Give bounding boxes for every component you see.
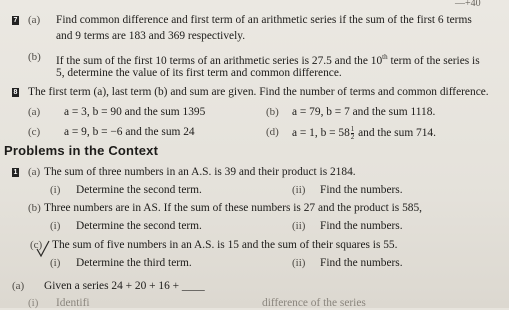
p1-c-sub-i-text: Determine the third term. [76, 257, 192, 269]
p1-c-sub-ii-label: (ii) [292, 257, 306, 269]
p1-part-c-label: (c) [30, 239, 43, 251]
p1-b-sub-ii-label: (ii) [292, 220, 306, 232]
p1-part-c-text: The sum of five numbers in an A.S. is 15 and the sum of their squares is 55. [52, 239, 398, 251]
q7-part-b-line-2: 5, determine the value of its first term and common difference. [56, 67, 342, 79]
p1-part-a-text: The sum of three numbers in an A.S. is 39 and their product is 2184. [44, 166, 356, 178]
p2-part-a-label: (a) [12, 280, 25, 292]
p2-sub-i-text-right: difference of the series [262, 297, 366, 309]
p1-sub-i-text: Determine the second term. [76, 184, 202, 196]
q8-part-c-label: (c) [28, 126, 41, 138]
q8-part-a-label: (a) [28, 106, 41, 118]
handwritten-tick-mark [36, 240, 50, 258]
p1-sub-ii-text: Find the numbers. [320, 184, 403, 196]
q8-prompt: The first term (a), last term (b) and sum are given. Find the number of terms and common difference. [28, 86, 489, 98]
q8-part-c-text: a = 9, b = −6 and the sum 24 [64, 126, 195, 138]
p2-sub-i-text-left: Identifi [56, 297, 90, 309]
q7-part-a-line-1: Find common difference and first term of an arithmetic series if the sum of the first 6 terms [56, 14, 472, 26]
p1-sub-i-label: (i) [50, 184, 61, 196]
q8-part-b-text: a = 79, b = 7 and the sum 1118. [292, 106, 436, 118]
question-number-8: 8 [13, 89, 18, 96]
p1-sub-ii-label: (ii) [292, 184, 306, 196]
q8-part-d-text: a = 1, b = 58 $\frac{1}{2}$ and the sum 714. [292, 125, 436, 141]
p1-b-sub-i-text: Determine the second term. [76, 220, 202, 232]
p2-sub-i-label: (i) [28, 297, 39, 309]
q7-part-a-label: (a) [28, 14, 41, 26]
p1-b-sub-ii-text: Find the numbers. [320, 220, 403, 232]
problem-number-1: 1 [13, 169, 18, 176]
q8-part-a-text: a = 3, b = 90 and the sum 1395 [64, 106, 206, 118]
q8-part-b-label: (b) [266, 106, 279, 118]
p1-b-sub-i-label: (i) [50, 220, 61, 232]
p1-c-sub-ii-text: Find the numbers. [320, 257, 403, 269]
q7-part-b-line-1: If the sum of the first 10 terms of an arithmetic series is 27.5 and the 10th term of the series is [56, 53, 480, 67]
q8-part-d-label: (d) [266, 126, 279, 138]
q7-part-b-label: (b) [28, 51, 41, 63]
p1-part-a-label: (a) [28, 166, 41, 178]
p1-c-sub-i-label: (i) [50, 257, 61, 269]
p1-part-b-label: (b) [28, 202, 41, 214]
p1-part-b-text: Three numbers are in AS. If the sum of these numbers is 27 and the product is 585, [44, 202, 423, 214]
q7-part-a-line-2: and 9 terms are 183 and 369 respectively. [56, 30, 246, 42]
p2-part-a-text: Given a series 24 + 20 + 16 + ____ [44, 280, 205, 292]
section-title: Problems in the Context [4, 143, 159, 158]
question-number-7: 7 [13, 17, 18, 24]
top-margin-note: —+40 [455, 0, 481, 9]
